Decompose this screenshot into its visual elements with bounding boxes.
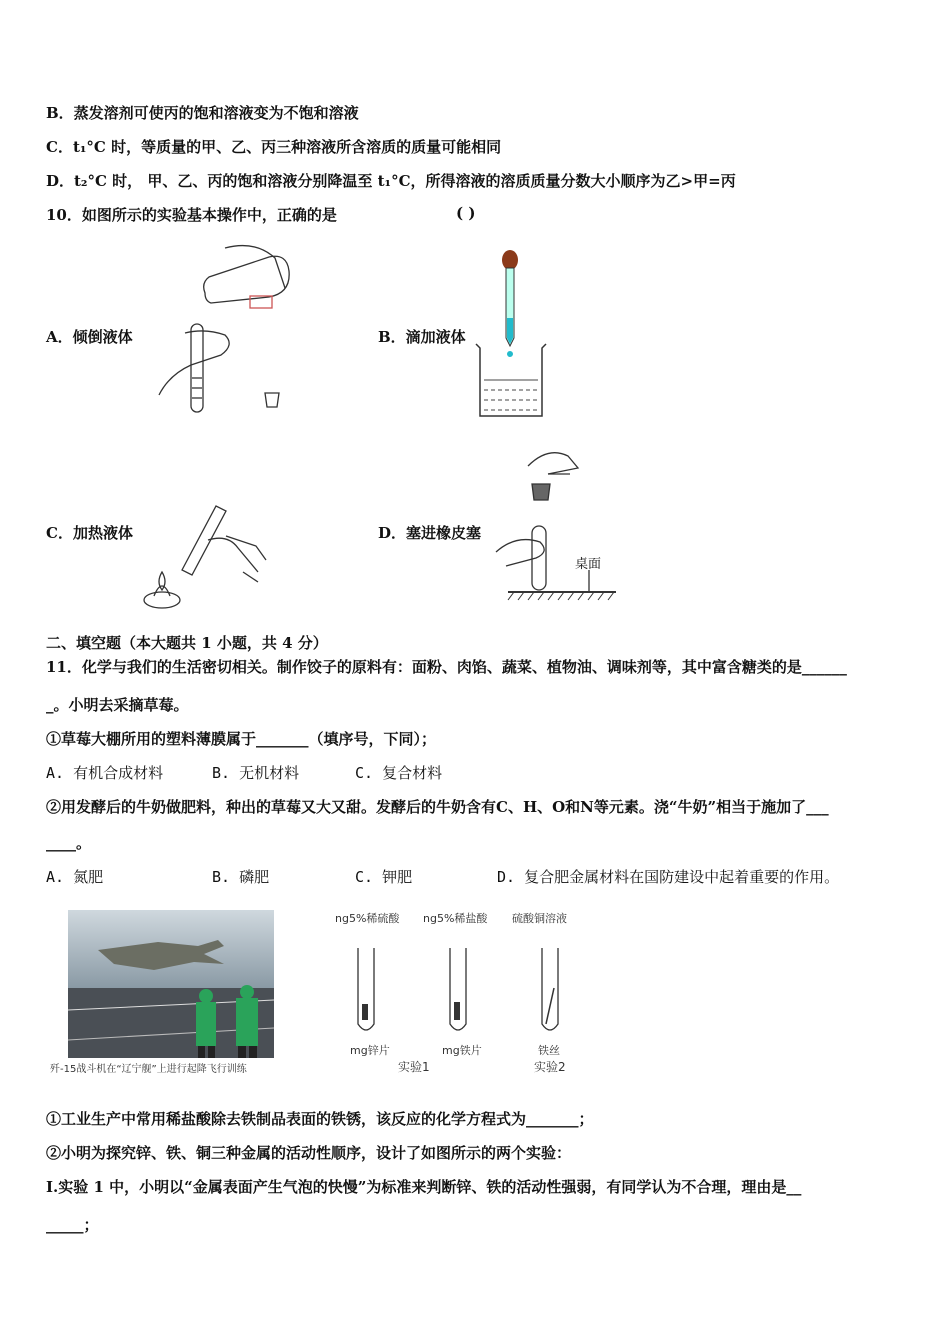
exp-metal-iron-wire: 铁丝 bbox=[538, 1044, 560, 1057]
experiment-test-tubes bbox=[350, 948, 580, 1036]
q11-sub2-option-b: B. 磷肥 bbox=[212, 868, 270, 886]
q11-sub2-option-c: C. 钾肥 bbox=[355, 868, 413, 886]
q11-sub1-option-b: B. 无机材料 bbox=[212, 764, 300, 782]
exp-title-1: 实验1 bbox=[398, 1060, 430, 1074]
q11-order-question: ②小明为探究锌、铁、铜三种金属的活动性顺序，设计了如图所示的两个实验： bbox=[46, 1144, 572, 1162]
dropping-liquid-figure bbox=[470, 248, 550, 420]
exp-metal-iron: mg铁片 bbox=[442, 1044, 482, 1057]
q9-option-c: C．t₁°C 时，等质量的甲、乙、丙三种溶液所含溶质的质量可能相同 bbox=[46, 138, 502, 156]
desk-label: 桌面 bbox=[575, 557, 602, 572]
stopper-insertion-figure bbox=[488, 446, 618, 602]
photo-caption: 歼-15战斗机在“辽宁舰”上进行起降飞行训练 bbox=[50, 1064, 247, 1075]
q9-option-b: B．蒸发溶剂可使丙的饱和溶液变为不饱和溶液 bbox=[46, 104, 359, 122]
q10-answer-paren: ( ) bbox=[456, 204, 476, 222]
q11-sub1: ①草莓大棚所用的塑料薄膜属于_______（填序号，下同）； bbox=[46, 730, 437, 748]
q11-part-i-line2: _____； bbox=[46, 1216, 99, 1234]
q11-sub1-option-a: A. 有机合成材料 bbox=[46, 764, 164, 782]
q11-line2: _。小明去采摘草莓。 bbox=[46, 696, 189, 714]
exp-title-2: 实验2 bbox=[534, 1060, 566, 1074]
carrier-jet-photo bbox=[68, 910, 274, 1058]
q11-sub1-option-c: C. 复合材料 bbox=[355, 764, 443, 782]
pouring-liquid-figure bbox=[145, 238, 305, 418]
q11-sub2-line2: ____。 bbox=[46, 834, 92, 852]
q11-sub2-option-a: A. 氮肥 bbox=[46, 868, 104, 886]
q10-stem: 10．如图所示的实验基本操作中，正确的是 bbox=[46, 206, 337, 224]
exp-acid-label-2: ng5%稀盐酸 bbox=[423, 912, 488, 925]
q11-rust-question: ①工业生产中常用稀盐酸除去铁制品表面的铁锈，该反应的化学方程式为_______； bbox=[46, 1110, 594, 1128]
heating-liquid-figure bbox=[138, 500, 268, 612]
q11-sub2-line1: ②用发酵后的牛奶做肥料，种出的草莓又大又甜。发酵后的牛奶含有C、H、O和N等元素。浇“牛奶”相当于施加了___ bbox=[46, 798, 829, 816]
exp-copper-sulfate-label: 硫酸铜溶液 bbox=[512, 912, 567, 925]
q11-sub2-option-d: D. 复合肥金属材料在国防建设中起着重要的作用。 bbox=[497, 868, 840, 886]
q10-option-c: C．加热液体 bbox=[46, 524, 133, 542]
q9-option-d: D．t₂°C 时， 甲、乙、丙的饱和溶液分别降温至 t₁°C，所得溶液的溶质质量分数大小顺序为乙>甲=丙 bbox=[46, 172, 736, 190]
q10-option-d: D．塞进橡皮塞 bbox=[378, 524, 482, 542]
q10-option-a: A．倾倒液体 bbox=[46, 328, 133, 346]
q11-line1: 11．化学与我们的生活密切相关。制作饺子的原料有：面粉、肉馅、蔬菜、植物油、调味剂等，其中富含糖类的是______ bbox=[46, 658, 847, 676]
exp-acid-label-1: ng5%稀硫酸 bbox=[335, 912, 400, 925]
exp-metal-zinc: mg锌片 bbox=[350, 1044, 390, 1057]
section-heading: 二、填空题（本大题共 1 小题，共 4 分） bbox=[46, 634, 328, 652]
q11-part-i-line1: Ⅰ.实验 1 中，小明以“金属表面产生气泡的快慢”为标准来判断锌、铁的活动性强弱，有同学认为不合理，理由是__ bbox=[46, 1178, 802, 1196]
q10-option-b: B．滴加液体 bbox=[378, 328, 466, 346]
